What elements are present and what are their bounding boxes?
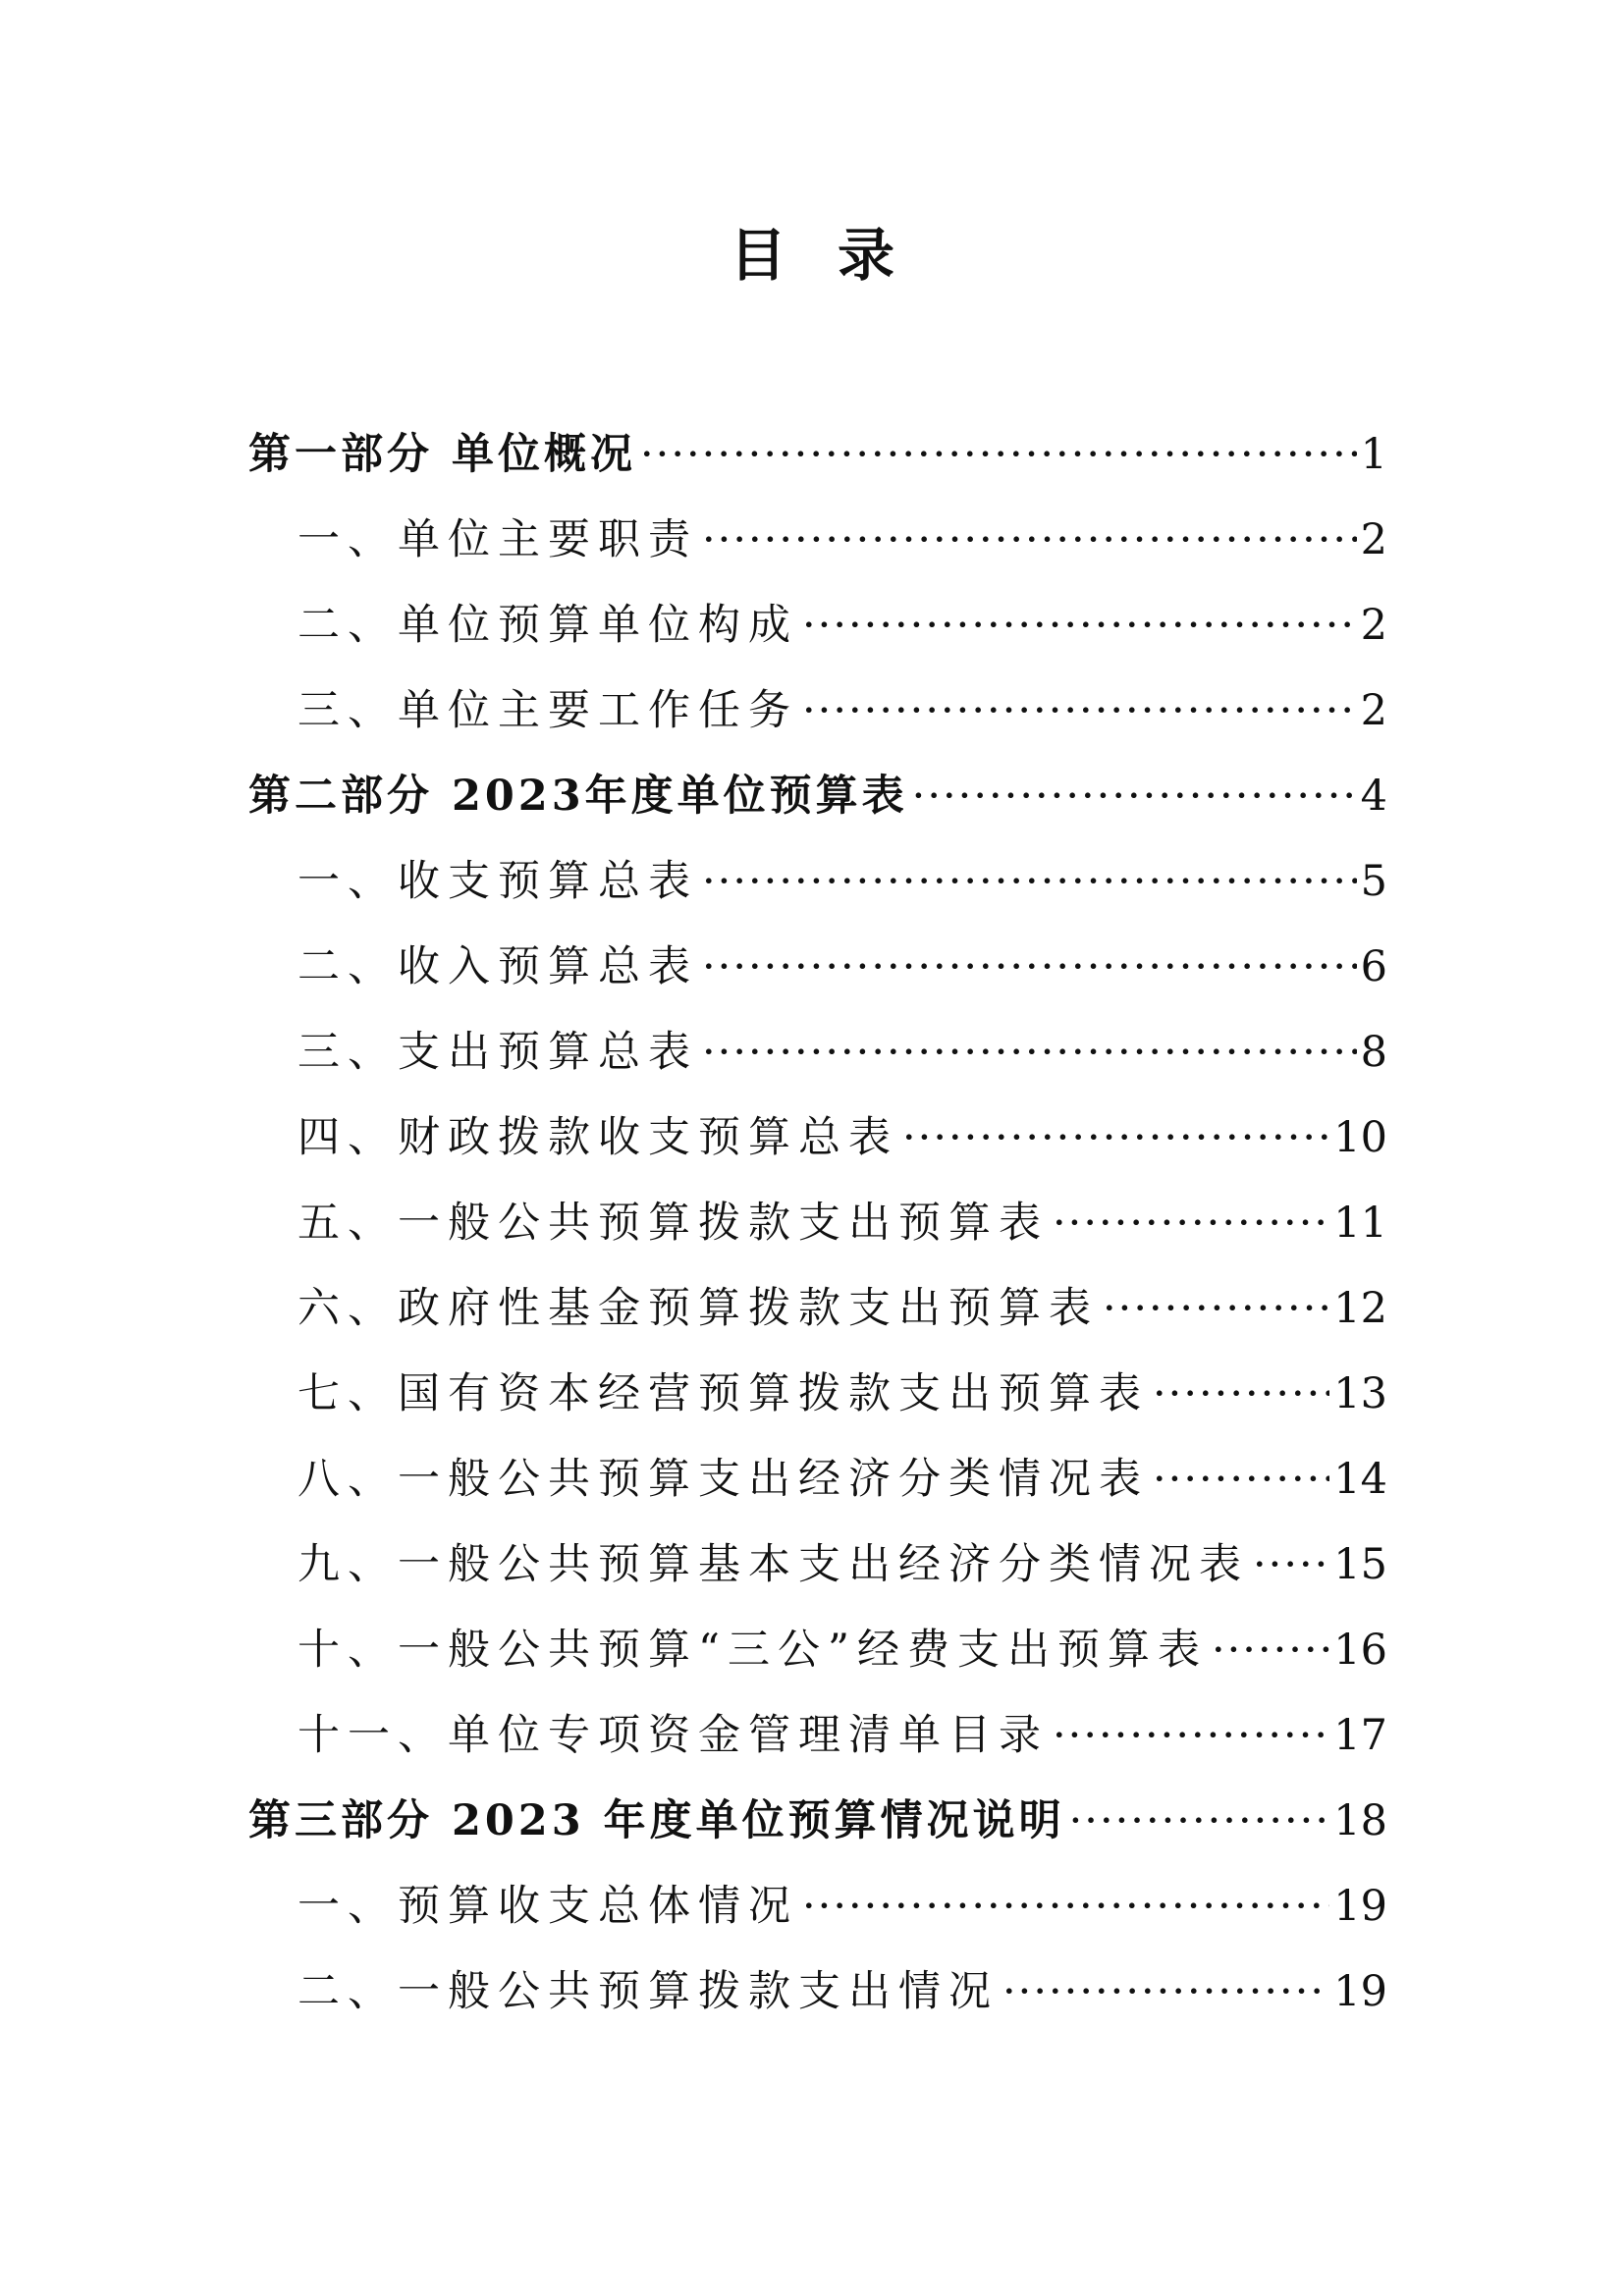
toc-entry-title: 第二部分 2023年度单位预算表	[248, 772, 908, 821]
toc-entry-title: 十一、单位专项资金管理清单目录	[298, 1711, 1049, 1760]
toc-entry-title: 三、单位主要工作任务	[298, 686, 798, 735]
toc-entry-title: 二、收入预算总表	[298, 942, 698, 991]
toc-page-number: 5	[1360, 857, 1387, 906]
toc-page-number: 2	[1360, 515, 1387, 564]
toc-page-number: 12	[1333, 1284, 1387, 1333]
toc-page-number: 8	[1360, 1028, 1387, 1077]
toc-leader-dots	[1053, 1181, 1329, 1266]
toc-leader-dots	[640, 412, 1357, 498]
toc-entry-title: 二、一般公共预算拨款支出情况	[298, 1967, 999, 2016]
toc-leader-dots	[702, 1010, 1357, 1095]
toc-section-entry[interactable]	[248, 1010, 1387, 1095]
toc-section-entry[interactable]	[248, 1352, 1387, 1437]
toc-section-entry[interactable]	[248, 1095, 1387, 1181]
toc-section-entry[interactable]	[248, 1693, 1387, 1779]
toc-entry-title: 一、单位主要职责	[298, 515, 698, 564]
toc-page-number: 17	[1333, 1711, 1387, 1760]
toc-page-number: 15	[1333, 1540, 1387, 1589]
toc-entry-title: 七、国有资本经营预算拨款支出预算表	[298, 1369, 1149, 1418]
toc-page-number: 10	[1333, 1113, 1387, 1162]
table-of-contents	[248, 412, 1387, 2035]
toc-page-number: 19	[1333, 1882, 1387, 1931]
toc-leader-dots	[912, 754, 1357, 839]
toc-part-entry[interactable]	[248, 412, 1387, 498]
toc-page-number: 19	[1333, 1967, 1387, 2016]
toc-entry-title: 一、预算收支总体情况	[298, 1882, 798, 1931]
toc-leader-dots	[1053, 1693, 1329, 1779]
toc-leader-dots	[1153, 1437, 1329, 1522]
toc-entry-title: 六、政府性基金预算拨款支出预算表	[298, 1284, 1099, 1333]
toc-leader-dots	[802, 1864, 1329, 1949]
toc-section-entry[interactable]	[248, 498, 1387, 583]
toc-leader-dots	[1153, 1352, 1329, 1437]
toc-page-number: 18	[1333, 1796, 1387, 1845]
toc-leader-dots	[1103, 1266, 1329, 1352]
toc-entry-title: 十、一般公共预算“三公”经费支出预算表	[298, 1626, 1208, 1675]
toc-leader-dots	[702, 839, 1357, 925]
toc-leader-dots	[702, 498, 1357, 583]
toc-section-entry[interactable]	[248, 1864, 1387, 1949]
toc-page-number: 13	[1333, 1369, 1387, 1418]
toc-page-number: 1	[1360, 430, 1387, 479]
toc-entry-title: 第三部分 2023 年度单位预算情况说明	[248, 1796, 1065, 1845]
toc-entry-title: 五、一般公共预算拨款支出预算表	[298, 1199, 1049, 1248]
toc-section-entry[interactable]	[248, 1522, 1387, 1608]
toc-entry-title: 九、一般公共预算基本支出经济分类情况表	[298, 1540, 1249, 1589]
toc-page-number: 2	[1360, 686, 1387, 735]
toc-entry-title: 第一部分 单位概况	[248, 430, 636, 479]
toc-section-entry[interactable]	[248, 1608, 1387, 1693]
toc-leader-dots	[1069, 1779, 1330, 1864]
toc-page-number: 6	[1360, 942, 1387, 991]
toc-page-number: 14	[1333, 1455, 1387, 1504]
toc-page-number: 16	[1333, 1626, 1387, 1675]
toc-part-entry[interactable]	[248, 754, 1387, 839]
toc-part-entry[interactable]	[248, 1779, 1387, 1864]
toc-page-number: 2	[1360, 601, 1387, 650]
toc-section-entry[interactable]	[248, 583, 1387, 668]
toc-section-entry[interactable]	[248, 1181, 1387, 1266]
toc-page-number: 4	[1360, 772, 1387, 821]
toc-section-entry[interactable]	[248, 668, 1387, 754]
toc-section-entry[interactable]	[248, 925, 1387, 1010]
toc-entry-title: 一、收支预算总表	[298, 857, 698, 906]
toc-entry-title: 四、财政拨款收支预算总表	[298, 1113, 898, 1162]
toc-section-entry[interactable]	[248, 1266, 1387, 1352]
toc-page-number: 11	[1333, 1199, 1387, 1248]
page-title: 目录	[729, 222, 946, 289]
toc-leader-dots	[802, 668, 1357, 754]
toc-entry-title: 三、支出预算总表	[298, 1028, 698, 1077]
toc-leader-dots	[902, 1095, 1329, 1181]
toc-leader-dots	[802, 583, 1357, 668]
toc-entry-title: 八、一般公共预算支出经济分类情况表	[298, 1455, 1149, 1504]
toc-section-entry[interactable]	[248, 1949, 1387, 2035]
toc-leader-dots	[1253, 1522, 1329, 1608]
toc-section-entry[interactable]	[248, 1437, 1387, 1522]
toc-leader-dots	[1212, 1608, 1329, 1693]
toc-section-entry[interactable]	[248, 839, 1387, 925]
toc-entry-title: 二、单位预算单位构成	[298, 601, 798, 650]
toc-leader-dots	[702, 925, 1357, 1010]
toc-leader-dots	[1002, 1949, 1329, 2035]
